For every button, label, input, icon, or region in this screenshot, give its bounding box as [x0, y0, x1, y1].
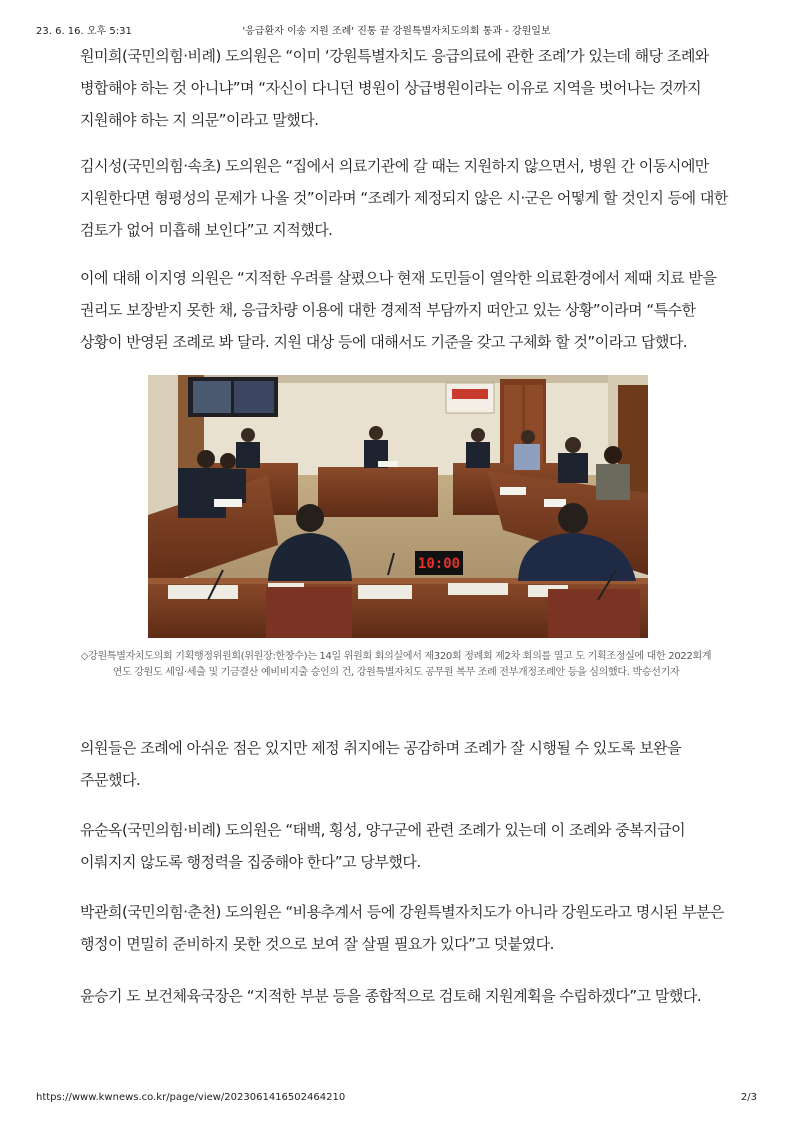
article-paragraph: 박관희(국민의힘·춘천) 도의원은 “비용추계서 등에 강원특별자치도가 아니라 강원도라고 명시된 부분은 행정이 면밀히 준비하지 못한 것으로 보여 잘 살필 필요가 있다”고 덧붙였다.	[80, 903, 724, 953]
article-paragraph: 의원들은 조례에 아쉬운 점은 있지만 제정 취지에는 공감하며 조례가 잘 시행될 수 있도록 보완을 주문했다.	[80, 739, 682, 789]
print-date: 23. 6. 16. 오후 5:31	[36, 26, 132, 37]
page-number: 2/3	[740, 1092, 757, 1103]
article-paragraph: 유순옥(국민의힘·비례) 도의원은 “태백, 횡성, 양구군에 관련 조례가 있는데 이 조례와 중복지급이 이뤄지지 않도록 행정력을 집중해야 한다”고 당부했다.	[80, 821, 686, 871]
print-header	[36, 22, 757, 36]
article-paragraph: 윤승기 도 보건체육국장은 “지적한 부분 등을 종합적으로 검토해 지원계획을 수립하겠다”고 말했다.	[80, 987, 702, 1005]
article-photo	[148, 375, 648, 638]
print-footer	[36, 1092, 757, 1106]
article-paragraph: 이에 대해 이지영 의원은 “지적한 우려를 살폈으나 현재 도민들이 열악한 의료환경에서 제때 치료 받을 권리도 보장받지 못한 채, 응급차량 이용에 대한 경제적 부담까지 떠안고 있는 상황”이라며 “특수한 상황이 반영된 조례로 봐 달라. 지원 대상 등에 대해서도 기준을 갖고 구체화 할 것”이라고 답했다.	[80, 269, 717, 351]
desk-clock-text: 10:00	[417, 556, 461, 572]
committee-meeting-photo	[148, 375, 648, 638]
article-paragraph: 김시성(국민의힘·속초) 도의원은 “집에서 의료기관에 갈 때는 지원하지 않으면서, 병원 간 이동시에만 지원한다면 형평성의 문제가 나올 것”이라며 “조례가 제정되지 않은 시·군은 어떻게 할 것인지 등에 대한 검토가 없어 미흡해 보인다”고 지적했다.	[80, 157, 728, 239]
article-paragraph: 원미희(국민의힘·비례) 도의원은 “이미 ‘강원특별자치도 응급의료에 관한 조례’가 있는데 해당 조례와 병합해야 하는 것 아니냐”며 “자신이 다니던 병원이 상급병원이라는 이유로 지역을 벗어나는 것까지 지원해야 하는 지 의문”이라고 말했다.	[80, 47, 709, 129]
photo-caption: ◇강원특별자치도의회 기획행정위원회(위원장:한창수)는 14일 위원회 회의실에서 제320회 정례회 제2차 회의를 열고 도 기획조정실에 대한 2022회계연도 강원도 세입·세출 및 기금결산 예비비지출 승인의 건, 강원특별자치도 공무원 복무 조례 전부개정조례안 등을 심의했다. 박승선기자	[80, 651, 712, 678]
print-page-title: '응급환자 이송 지원 조례' 진통 끝 강원특별자치도의회 통과 - 강원일보	[242, 26, 551, 37]
print-url: https://www.kwnews.co.kr/page/view/2023061416502464210	[36, 1092, 346, 1103]
